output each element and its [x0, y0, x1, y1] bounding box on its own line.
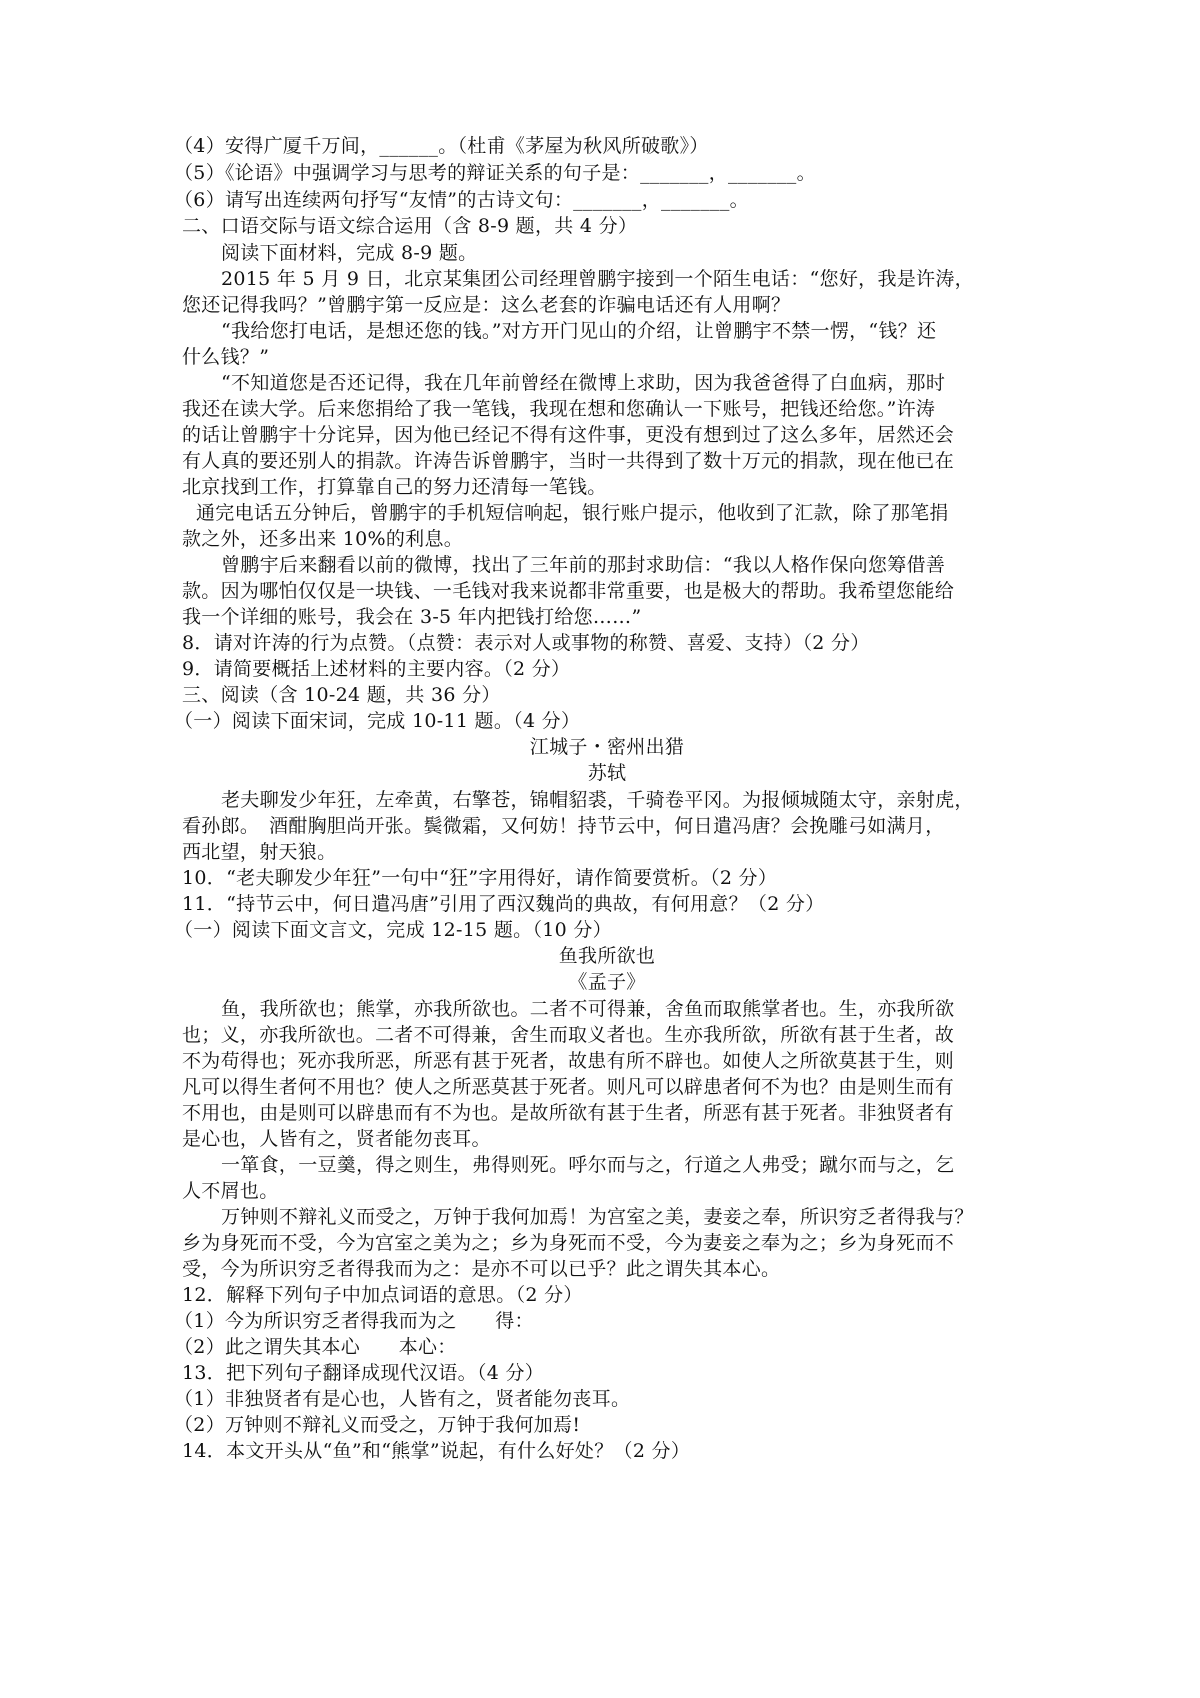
- material-line: 款之外，还多出来 10%的利息。: [182, 528, 464, 550]
- question-12-1: （1）今为所识穷乏者得我而为之 得：: [174, 1310, 534, 1332]
- poem-author: 苏轼: [587, 762, 627, 784]
- essay-line: 凡可以得生者何不用也？使人之所恶莫甚于死者。则凡可以辟患者何不为也？由是则生而有: [182, 1076, 955, 1098]
- part-1-intro: （一）阅读下面宋词，完成 10-11 题。（4 分）: [174, 710, 581, 732]
- essay-line: 不用也，由是则可以辟患而有不为也。是故所欲有甚于生者，所恶有甚于死者。非独贤者有: [182, 1102, 955, 1124]
- essay-line: 一箪食，一豆羹，得之则生，弗得则死。呼尔而与之，行道之人弗受；蹴尔而与之，乞: [221, 1154, 955, 1176]
- section-2-intro: 阅读下面材料，完成 8-9 题。: [221, 242, 478, 264]
- question-13-2: （2）万钟则不辩礼义而受之，万钟于我何加焉!: [174, 1414, 581, 1436]
- question-9: 9．请简要概括上述材料的主要内容。（2 分）: [182, 658, 571, 680]
- material-line: 通完电话五分钟后，曾鹏宇的手机短信响起，银行账户提示，他收到了汇款，除了那笔捐: [196, 502, 949, 524]
- question-11: 11．“持节云中，何日遣冯唐”引用了西汉魏尚的典故，有何用意？（2 分）: [182, 893, 825, 915]
- essay-line: 人不屑也。: [182, 1180, 279, 1202]
- material-line: “不知道您是否还记得，我在几年前曾经在微博上求助，因为我爸爸得了白血病，那时: [221, 372, 946, 394]
- fill-question-4: （4）安得广厦千万间，______。（杜甫《茅屋为秋风所破歌》）: [174, 135, 709, 157]
- question-12: 12．解释下列句子中加点词语的意思。（2 分）: [182, 1284, 583, 1306]
- material-line: 2015 年 5 月 9 日，北京某集团公司经理曾鹏宇接到一个陌生电话：“您好，我是许涛，: [221, 268, 974, 290]
- section-3-heading: 三、阅读（含 10-24 题，共 36 分）: [182, 684, 501, 706]
- question-14: 14．本文开头从“鱼”和“熊掌”说起，有什么好处？（2 分）: [182, 1440, 691, 1462]
- essay-title: 鱼我所欲也: [558, 945, 656, 967]
- poem-line: 西北望，射天狼。: [182, 841, 337, 863]
- essay-author: 《孟子》: [568, 971, 646, 993]
- essay-line: 受，今为所识穷乏者得我而为之：是亦不可以已乎？此之谓失其本心。: [182, 1258, 781, 1280]
- fill-question-6: （6）请写出连续两句抒写“友情”的古诗文句：_______，_______。: [174, 189, 749, 211]
- material-line: 有人真的要还别人的捐款。许涛告诉曾鹏宇，当时一共得到了数十万元的捐款，现在他已在: [182, 450, 955, 472]
- essay-line: 鱼，我所欲也；熊掌，亦我所欲也。二者不可得兼，舍鱼而取熊掌者也。生，亦我所欲: [221, 998, 955, 1020]
- essay-line: 也；义，亦我所欲也。二者不可得兼，舍生而取义者也。生亦我所欲，所欲有甚于生者，故: [182, 1024, 955, 1046]
- question-13-1: （1）非独贤者有是心也，人皆有之，贤者能勿丧耳。: [174, 1388, 631, 1410]
- poem-title: 江城子・密州出猎: [529, 736, 685, 758]
- material-line: 您还记得我吗？”曾鹏宇第一反应是：这么老套的诈骗电话还有人用啊？: [182, 294, 791, 316]
- material-line: 我还在读大学。后来您捐给了我一笔钱，我现在想和您确认一下账号，把钱还给您。”许涛: [182, 398, 936, 420]
- question-13: 13．把下列句子翻译成现代汉语。（4 分）: [182, 1362, 545, 1384]
- part-2-intro: （一）阅读下面文言文，完成 12-15 题。（10 分）: [174, 919, 612, 941]
- essay-line: 不为苟得也；死亦我所恶，所恶有甚于死者，故患有所不辟也。如使人之所欲莫甚于生，则: [182, 1050, 955, 1072]
- section-2-heading: 二、口语交际与语文综合运用（含 8-9 题，共 4 分）: [182, 215, 638, 237]
- essay-line: 万钟则不辩礼义而受之，万钟于我何加焉！为宫室之美，妻妾之奉，所识穷乏者得我与？: [221, 1206, 974, 1228]
- material-line: 曾鹏宇后来翻看以前的微博，找出了三年前的那封求助信：“我以人格作保向您筹借善: [221, 554, 946, 576]
- poem-line: 老夫聊发少年狂，左牵黄，右擎苍，锦帽貂裘，千骑卷平冈。为报倾城随太守，亲射虎，: [221, 789, 974, 811]
- material-line: 我一个详细的账号，我会在 3-5 年内把钱打给您……”: [182, 606, 642, 628]
- material-line: 北京找到工作，打算靠自己的努力还清每一笔钱。: [182, 476, 607, 498]
- material-line: 的话让曾鹏宇十分诧异，因为他已经记不得有这件事，更没有想到过了这么多年，居然还会: [182, 424, 955, 446]
- essay-line: 乡为身死而不受，今为宫室之美为之；乡为身死而不受，今为妻妾之奉为之；乡为身死而不: [182, 1232, 955, 1254]
- question-10: 10．“老夫聊发少年狂”一句中“狂”字用得好，请作简要赏析。（2 分）: [182, 867, 778, 889]
- fill-question-5: （5）《论语》中强调学习与思考的辩证关系的句子是：_______，_______。: [174, 162, 816, 184]
- material-line: “我给您打电话，是想还您的钱。”对方开门见山的介绍，让曾鹏宇不禁一愣，“钱？还: [221, 320, 937, 342]
- material-line: 款。因为哪怕仅仅是一块钱、一毛钱对我来说都非常重要，也是极大的帮助。我希望您能给: [182, 580, 955, 602]
- question-12-2: （2）此之谓失其本心 本心：: [174, 1336, 457, 1358]
- material-line: 什么钱？”: [182, 346, 270, 368]
- poem-line: 看孙郎。 酒酣胸胆尚开张。鬓微霜，又何妨！持节云中，何日遣冯唐？会挽雕弓如满月，: [182, 815, 945, 837]
- question-8: 8．请对许涛的行为点赞。（点赞：表示对人或事物的称赞、喜爱、支持）（2 分）: [182, 632, 870, 654]
- essay-line: 是心也，人皆有之，贤者能勿丧耳。: [182, 1128, 491, 1150]
